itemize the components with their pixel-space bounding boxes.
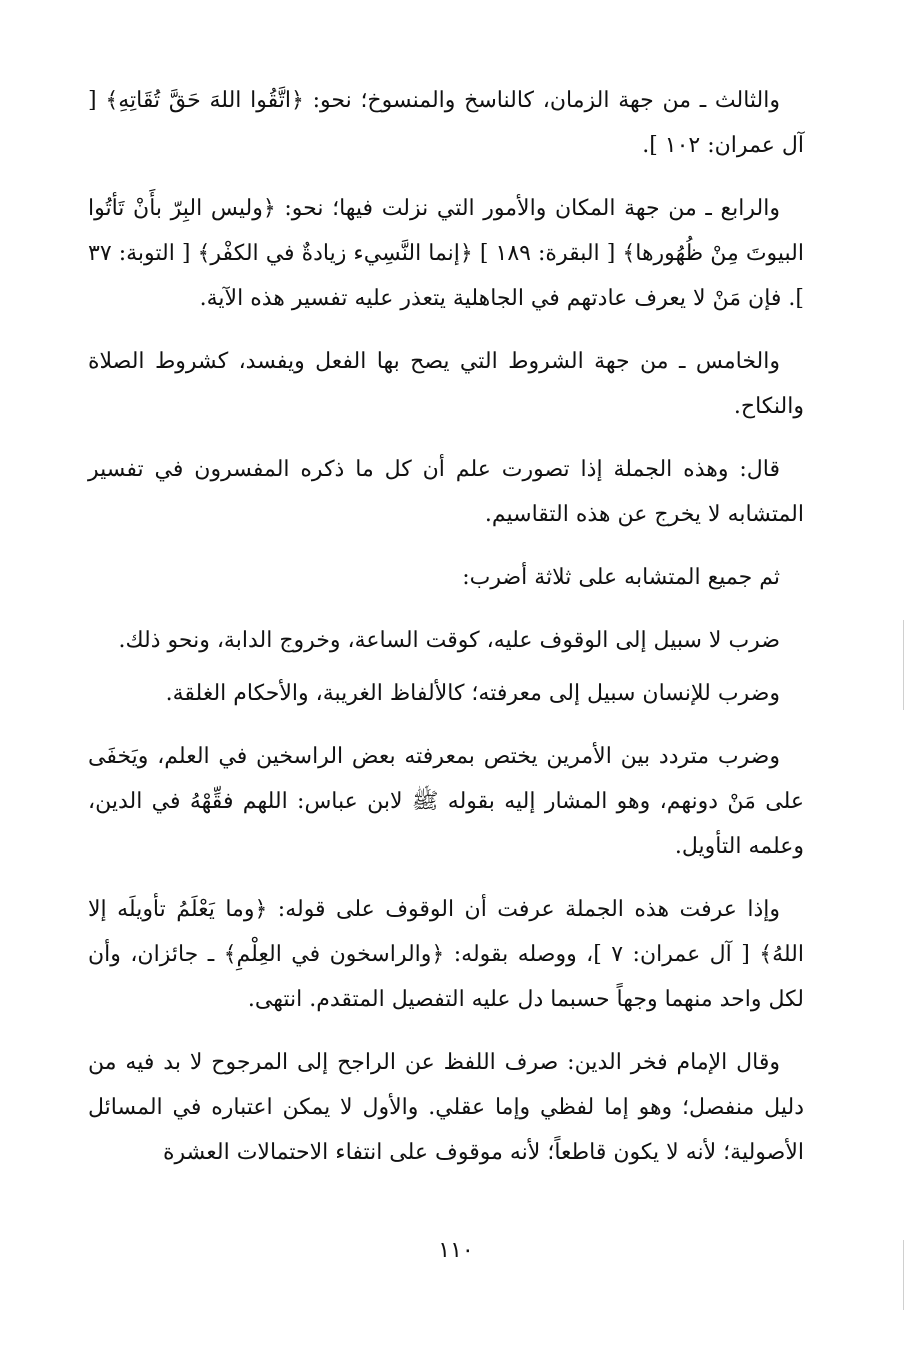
paragraph-fourth-category: والرابع ـ من جهة المكان والأمور التي نزلت فيها؛ نحو: ﴿وليس البِرّ بأَنْ تَأتُوا البيوتَ مِنْ ظُهُورها﴾ [ البقرة: ١٨٩ ] ﴿إنما النَّسِيء زيادةٌ في الكفْر﴾ [ التوبة: ٣٧ ]. فإن مَنْ لا يعرف عادتهم في الجاهلية يتعذر عليه تفسير هذه الآية. xyxy=(88,196,804,311)
scan-edge-mark xyxy=(903,620,904,710)
paragraph-type-one: ضرب لا سبيل إلى الوقوف عليه، كوقت الساعة، وخروج الدابة، ونحو ذلك. xyxy=(118,628,780,653)
paragraph-stopping-rule: وإذا عرفت هذه الجملة عرفت أن الوقوف على قوله: ﴿وما يَعْلَمُ تأويلَه إلا اللهُ﴾ [ آل عمران: ٧ ]، ووصله بقوله: ﴿والراسخون في العِلْمِ﴾ ـ جائزان، وأن لكل واحد منهما وجهاً حسبما دل عليه التفصيل المتقدم. انتهى. xyxy=(88,897,804,1012)
paragraph-third-category: والثالث ـ من جهة الزمان، كالناسخ والمنسوخ؛ نحو: ﴿اتَّقُوا اللهَ حَقَّ تُقَاتِهِ﴾ [ آل عمران: ١٠٢ ]. xyxy=(88,88,804,158)
arabic-text-body xyxy=(88,78,804,1193)
paragraph-summary: قال: وهذه الجملة إذا تصورت علم أن كل ما ذكره المفسرون في تفسير المتشابه لا يخرج عن هذه التقاسيم. xyxy=(88,457,804,527)
paragraph-type-three: وضرب متردد بين الأمرين يختص بمعرفته بعض الراسخين في العلم، ويَخفَى على مَنْ دونهم، وهو المشار إليه بقوله ﷺ لابن عباس: اللهم فقِّهْهُ في الدين، وعلمه التأويل. xyxy=(88,744,804,859)
paragraph-fifth-category: والخامس ـ من جهة الشروط التي يصح بها الفعل ويفسد، كشروط الصلاة والنكاح. xyxy=(88,349,804,419)
paragraph-imam-fakhr-al-din: وقال الإمام فخر الدين: صرف اللفظ عن الراجح إلى المرجوح لا بد فيه من دليل منفصل؛ وهو إما لفظي وإما عقلي. والأول لا يمكن اعتباره في المسائل الأصولية؛ لأنه لا يكون قاطعاً؛ لأنه موقوف على انتفاء الاحتمالات العشرة xyxy=(88,1050,804,1165)
page-number: ١١٠ xyxy=(438,1238,474,1263)
paragraph-type-two: وضرب للإنسان سبيل إلى معرفته؛ كالألفاظ الغريبة، والأحكام الغلقة. xyxy=(165,681,780,706)
scan-edge-mark xyxy=(903,1240,904,1310)
paragraph-three-types-intro: ثم جميع المتشابه على ثلاثة أضرب: xyxy=(462,565,780,590)
